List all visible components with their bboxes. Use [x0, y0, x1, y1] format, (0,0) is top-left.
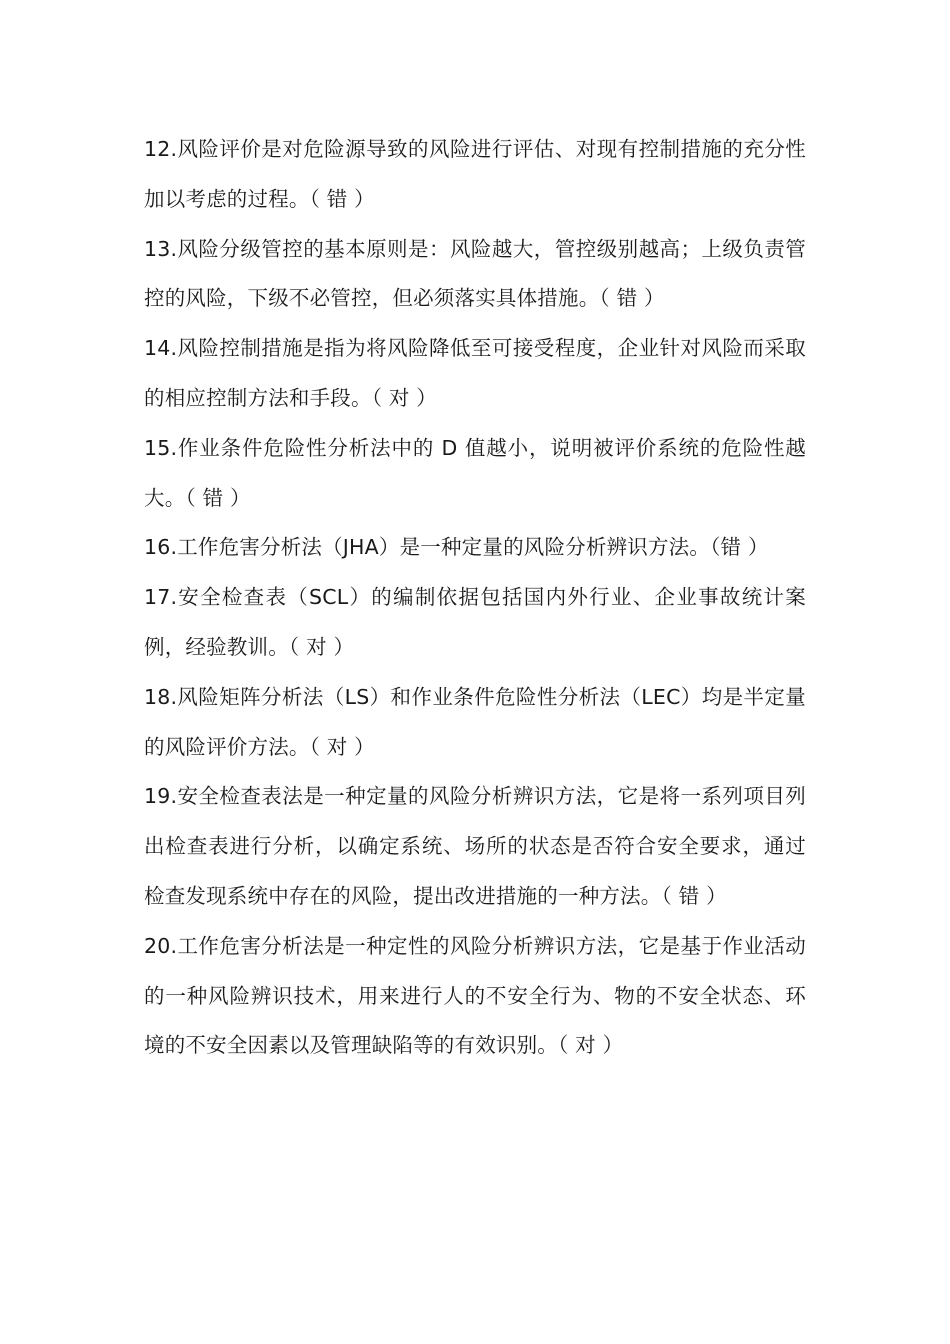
question-item-13: 13.风险分级管控的基本原则是：风险越大，管控级别越高；上级负责管控的风险，下级不必管控，但必须落实具体措施。（ 错 ）	[144, 236, 806, 311]
question-item-20: 20.工作危害分析法是一种定性的风险分析辨识方法，它是基于作业活动的一种风险辨识技术，用来进行人的不安全行为、物的不安全状态、环境的不安全因素以及管理缺陷等的有效识别。（ 对 ）	[144, 933, 806, 1058]
question-item-15: 15.作业条件危险性分析法中的 D 值越小，说明被评价系统的危险性越大。（ 错 ）	[144, 435, 806, 510]
question-item-14: 14.风险控制措施是指为将风险降低至可接受程度，企业针对风险而采取的相应控制方法和手段。（ 对 ）	[144, 336, 806, 410]
question-item-16: 16.工作危害分析法（JHA）是一种定量的风险分析辨识方法。（错 ）	[144, 535, 769, 560]
question-item-17: 17.安全检查表（SCL）的编制依据包括国内外行业、企业事故统计案例，经验教训。（ 对 ）	[144, 585, 806, 659]
question-item-12: 12.风险评价是对危险源导致的风险进行评估、对现有控制措施的充分性加以考虑的过程。（ 错 ）	[144, 137, 806, 211]
question-list	[144, 125, 806, 1071]
question-item-18: 18.风险矩阵分析法（LS）和作业条件危险性分析法（LEC）均是半定量的风险评价方法。（ 对 ）	[144, 684, 806, 759]
question-item-19: 19.安全检查表法是一种定量的风险分析辨识方法，它是将一系列项目列出检查表进行分析，以确定系统、场所的状态是否符合安全要求，通过检查发现系统中存在的风险，提出改进措施的一种方法。（ 错 ）	[144, 784, 806, 908]
